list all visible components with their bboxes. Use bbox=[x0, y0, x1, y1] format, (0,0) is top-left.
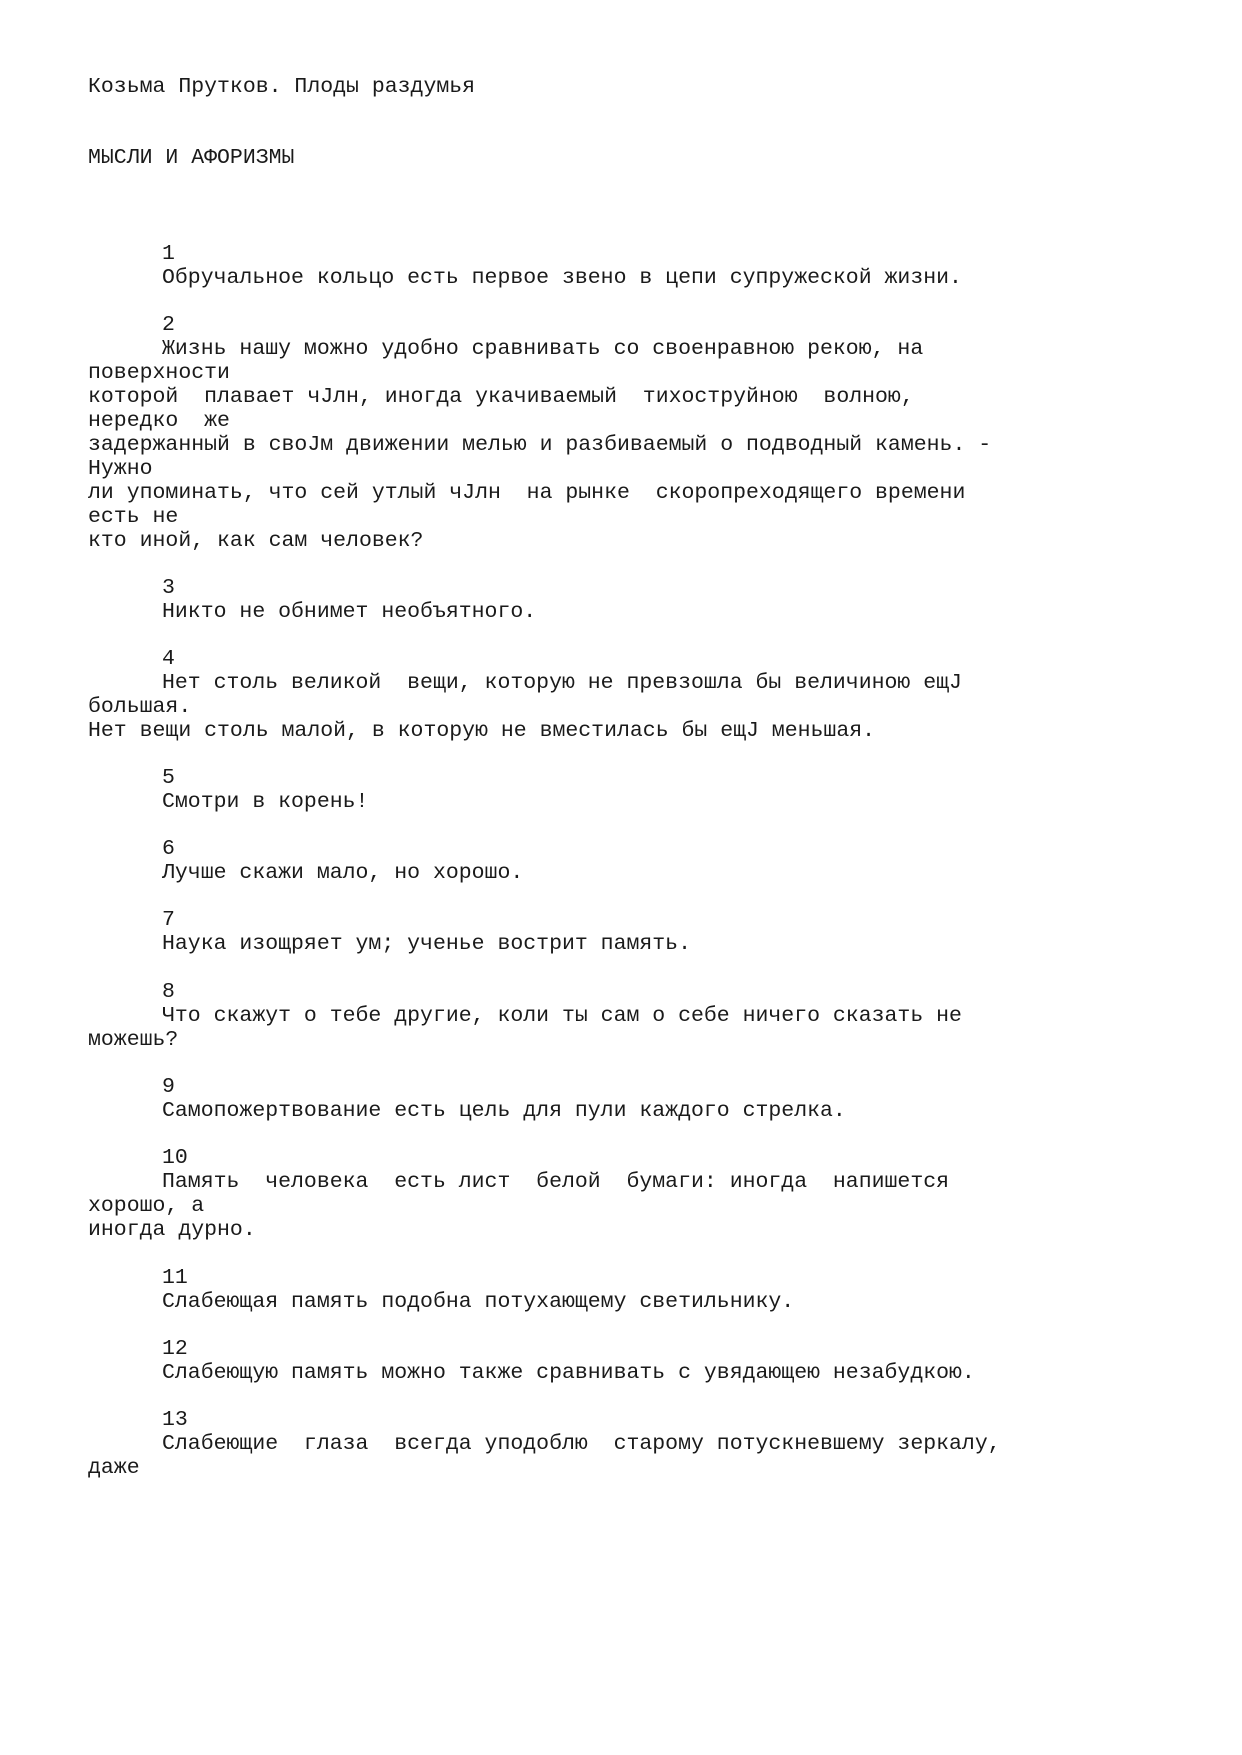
aphorism-number: 5 bbox=[162, 766, 175, 790]
aphorism-number: 4 bbox=[162, 647, 175, 671]
aphorism-text-line: ли упоминать, что сей утлый чJлн на рынке скоропреходящего времени bbox=[88, 481, 966, 505]
aphorism-text-line: кто иной, как сам человек? bbox=[88, 529, 424, 553]
aphorism-text-line: Что скажут о тебе другие, коли ты сам о себе ничего сказать не bbox=[162, 1004, 962, 1028]
aphorism-text-line: Слабеющую память можно также сравнивать с увядающею незабудкою. bbox=[162, 1361, 975, 1385]
aphorism-number: 3 bbox=[162, 576, 175, 600]
aphorism-number: 10 bbox=[162, 1146, 188, 1170]
aphorism-text-line: Память человека есть лист белой бумаги: иногда напишется bbox=[162, 1170, 950, 1194]
aphorism-text-line: Нужно bbox=[88, 457, 153, 481]
aphorism-text-line: которой плавает чJлн, иногда укачиваемый тихоструйною волною, bbox=[88, 385, 914, 409]
aphorism-text-line: даже bbox=[88, 1456, 140, 1480]
aphorism-text-line: Слабеющие глаза всегда уподоблю старому потускневшему зеркалу, bbox=[162, 1432, 1001, 1456]
aphorism-number: 12 bbox=[162, 1337, 188, 1361]
aphorism-text-line: задержанный в своJм движении мелью и разбиваемый о подводный камень. - bbox=[88, 433, 992, 457]
aphorism-text-line: поверхности bbox=[88, 361, 230, 385]
aphorism-text-line: нередко же bbox=[88, 409, 230, 433]
aphorism-text-line: есть не bbox=[88, 505, 179, 529]
aphorism-number: 8 bbox=[162, 980, 175, 1004]
aphorism-number: 2 bbox=[162, 313, 175, 337]
aphorism-number: 9 bbox=[162, 1075, 175, 1099]
aphorism-number: 13 bbox=[162, 1408, 188, 1432]
aphorism-text-line: Слабеющая память подобна потухающему светильнику. bbox=[162, 1290, 795, 1314]
aphorism-text-line: Смотри в корень! bbox=[162, 790, 369, 814]
aphorism-text-line: Лучше скажи мало, но хорошо. bbox=[162, 861, 524, 885]
aphorism-number: 11 bbox=[162, 1266, 188, 1290]
aphorism-text-line: Жизнь нашу можно удобно сравнивать со своенравною рекою, на bbox=[162, 337, 924, 361]
aphorism-text-line: Никто не обнимет необъятного. bbox=[162, 600, 537, 624]
aphorism-text-line: можешь? bbox=[88, 1028, 179, 1052]
aphorism-text-line: большая. bbox=[88, 695, 192, 719]
aphorism-text-line: Нет вещи столь малой, в которую не вместилась бы ещJ меньшая. bbox=[88, 719, 876, 743]
aphorism-number: 6 bbox=[162, 837, 175, 861]
aphorism-number: 1 bbox=[162, 242, 175, 266]
aphorism-number: 7 bbox=[162, 908, 175, 932]
aphorism-text-line: Наука изощряет ум; ученье вострит память. bbox=[162, 932, 691, 956]
aphorism-text-line: Самопожертвование есть цель для пули каждого стрелка. bbox=[162, 1099, 846, 1123]
aphorism-text-line: иногда дурно. bbox=[88, 1218, 256, 1242]
aphorism-text-line: Нет столь великой вещи, которую не превзошла бы величиною ещJ bbox=[162, 671, 962, 695]
section-heading: МЫСЛИ И АФОРИЗМЫ bbox=[88, 146, 295, 170]
document-title: Козьма Прутков. Плоды раздумья bbox=[88, 75, 476, 99]
aphorism-text-line: хорошо, а bbox=[88, 1194, 205, 1218]
aphorism-text-line: Обручальное кольцо есть первое звено в цепи супружеской жизни. bbox=[162, 266, 962, 290]
